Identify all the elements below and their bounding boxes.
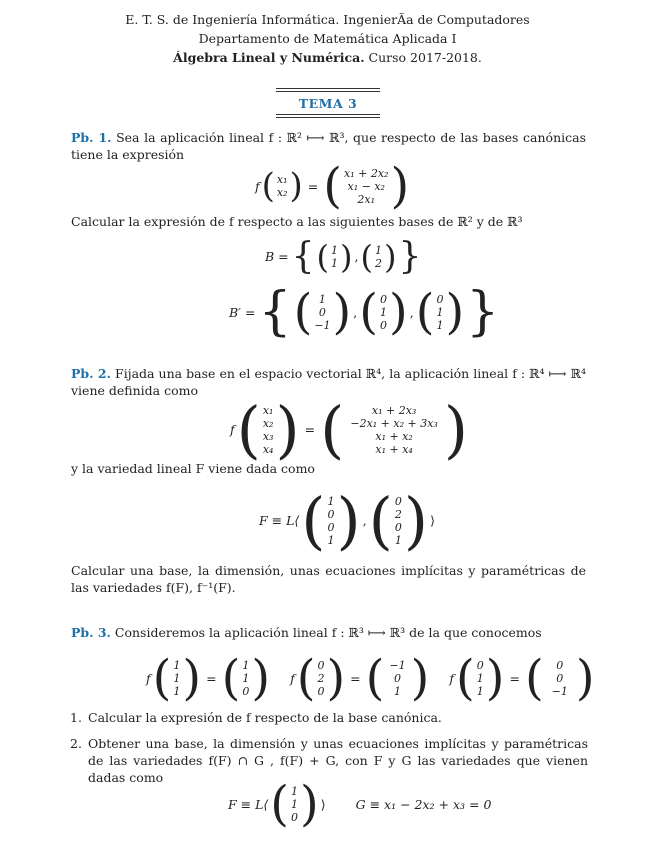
pb3-statement [71, 624, 586, 641]
pb2-variety-F: F ≡ L⟨ ( 1 0 0 1 ) , ( 0 2 0 1 ) ⟩ [259, 484, 435, 557]
B-label: B = [265, 249, 289, 264]
pb1-text: Sea la aplicación lineal f : ℝ² ⟼ ℝ³, que respecto de las bases canónicas tiene la expresión [71, 130, 586, 162]
pb2-text3: Calcular una base, la dimensión, unas ecuaciones implícitas y paramétricas de las variedades f(F), f⁻¹(F). [71, 563, 586, 595]
pb3-G-equation: G ≡ x₁ − 2x₂ + x₃ = 0 [355, 796, 492, 812]
pb1-text2: Calcular la expresión de f respecto a las siguientes bases de ℝ² y de ℝ³ [71, 214, 523, 229]
course-line [0, 50, 655, 65]
Bprime-label: B′ = [229, 304, 256, 320]
pb1-basis-B: B = { ( 1 1 ) , ( 1 2 ) } [265, 236, 422, 277]
pb1-input-vector: x₁ x₂ [276, 173, 288, 199]
pb3-text: Consideremos la aplicación lineal f : ℝ³ ⟼ ℝ³ de la que conocemos [114, 625, 542, 640]
header-line-2: Departamento de Matemática Aplicada I [198, 31, 457, 46]
course-year: Curso 2017-2018. [368, 50, 482, 65]
pb3-item-1: 1. Calcular la expresión de f respecto de la base canónica. [70, 710, 442, 725]
course-title: Álgebra Lineal y Numérica. [173, 50, 365, 65]
pb1-label: Pb. 1. [71, 130, 112, 145]
pb3-known-images: f ( 1 1 1 ) = ( 1 1 0 ) f ( 0 2 0 ) = ( −1 0 1 ) f ( 0 1 1 ) = ( 0 0 −1 ) [146, 650, 595, 706]
pb2-output-vector: x₁ + 2x₃ −2x₁ + x₂ + 3x₃ x₁ + x₂ x₁ + x₄ [350, 403, 438, 456]
pb2-input-vector: x₁ x₂ x₃ x₄ [262, 403, 274, 456]
pb2-text: Fijada una base en el espacio vectorial ℝ⁴, la aplicación lineal f : ℝ⁴ ⟼ ℝ⁴ viene definida como [71, 366, 586, 398]
F-label: F ≡ L⟨ [259, 513, 300, 528]
pb2-label: Pb. 2. [71, 366, 111, 381]
pb3-varieties: F ≡ L⟨ ( 1 1 0 ) ⟩ G ≡ x₁ − 2x₂ + x₃ = 0 [228, 776, 492, 832]
pb3-item-2: 2. Obtener una base, la dimensión y unas ecuaciones implícitas y paramétricas de las variedades f(F) ∩ G , f(F) + G, con F y G las variedades que vienen dadas como [70, 736, 588, 785]
tema-heading-box [276, 88, 380, 118]
pb2-definition: f ( x₁ x₂ x₃ x₄ ) = ( x₁ + 2x₃ −2x₁ + x₂ + 3x₃ x₁ + x₂ x₁ + x₄ ) [230, 393, 469, 466]
pb1-output-vector: x₁ + 2x₂ x₁ − x₂ 2x₁ [344, 166, 389, 206]
pb1-definition: f ( x₁ x₂ ) = ( x₁ + 2x₂ x₁ − x₂ 2x₁ ) [255, 158, 410, 214]
pb3-label: Pb. 3. [71, 625, 111, 640]
pb2-text2: y la variedad lineal F viene dada como [71, 461, 315, 476]
header-line-1: E. T. S. de Ingeniería Informática. IngenierÃa de Computadores [125, 12, 530, 27]
pb3-F-label: F ≡ L⟨ [228, 796, 269, 812]
tema-heading: TEMA 3 [298, 96, 358, 111]
pb1-basis-Bprime: B′ = { ( 1 0 −1 ) , ( 0 1 0 ) , ( 0 1 1 ) } [229, 282, 500, 342]
f-symbol: f [255, 178, 260, 194]
